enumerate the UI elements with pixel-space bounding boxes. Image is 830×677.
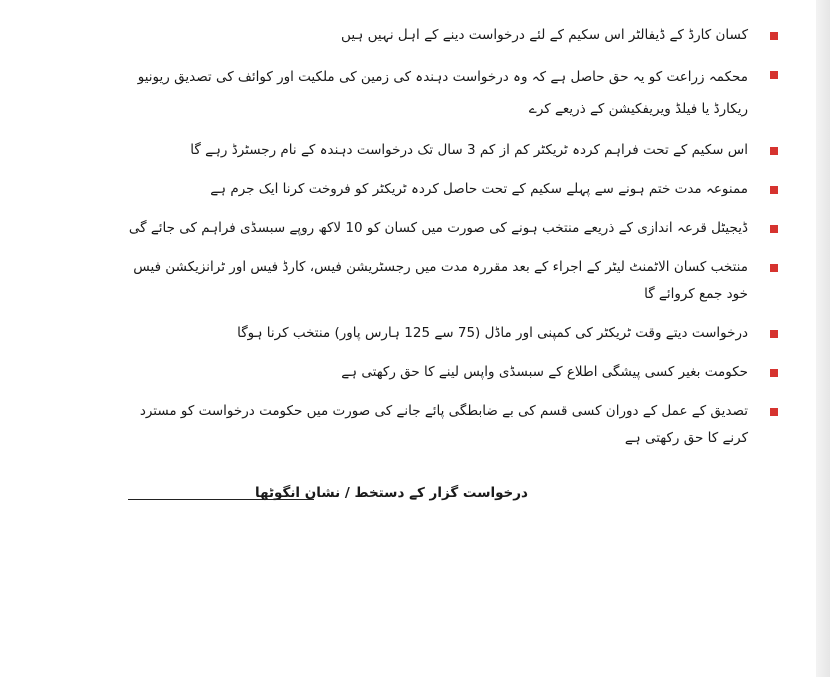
list-item (118, 359, 778, 386)
list-item (118, 215, 778, 242)
rule-text: محکمہ زراعت کو یہ حق حاصل ہے کہ وہ درخواست دہندہ کی زمین کی ملکیت اور کوائف کی تصدیق ریونیو ریکارڈ یا فیلڈ ویریفکیشن کے ذریعے کرے (137, 69, 748, 117)
square-bullet-icon (770, 71, 778, 79)
list-item (118, 137, 778, 164)
signature-row (128, 485, 528, 509)
rule-text: کسان کارڈ کے ڈیفالٹر اس سکیم کے لئے درخواست دینے کے اہل نہیں ہیں (341, 27, 748, 43)
rule-text: تصدیق کے عمل کے دوران کسی قسم کی بے ضابطگی پائے جانے کی صورت میں حکومت درخواست کو مسترد کرنے کا حق رکھتی ہے (139, 403, 748, 446)
list-item (118, 22, 778, 49)
list-item (118, 254, 778, 308)
terms-list (118, 22, 778, 464)
list-item (118, 320, 778, 347)
rule-text: اس سکیم کے تحت فراہم کردہ ٹریکٹر کم از کم 3 سال تک درخواست دہندہ کے نام رجسٹرڈ رہے گا (190, 142, 748, 158)
signature-label: درخواست گزار کے دستخط / نشان انگوٹھا (255, 485, 528, 501)
square-bullet-icon (770, 330, 778, 338)
rule-text: حکومت بغیر کسی پیشگی اطلاع کے سبسڈی واپس لینے کا حق رکھتی ہے (341, 364, 748, 380)
square-bullet-icon (770, 147, 778, 155)
rule-text: ڈیجیٹل قرعہ اندازی کے ذریعے منتخب ہونے کی صورت میں کسان کو 10 لاکھ روپے سبسڈی فراہم کی جائے گی (128, 220, 748, 236)
signature-line (128, 499, 314, 500)
square-bullet-icon (770, 225, 778, 233)
list-item (118, 176, 778, 203)
list-item (118, 398, 778, 452)
square-bullet-icon (770, 186, 778, 194)
rule-text: منتخب کسان الاٹمنٹ لیٹر کے اجراء کے بعد مقررہ مدت میں رجسٹریشن فیس، کارڈ فیس اور ٹرانزیکشن فیس خود جمع کروائے گا (133, 259, 748, 302)
page-edge-shadow (816, 0, 830, 677)
square-bullet-icon (770, 32, 778, 40)
rule-text: درخواست دیتے وقت ٹریکٹر کی کمپنی اور ماڈل (75 سے 125 ہارس پاور) منتخب کرنا ہوگا (237, 325, 748, 341)
square-bullet-icon (770, 408, 778, 416)
list-item (118, 61, 778, 125)
rule-text: ممنوعہ مدت ختم ہونے سے پہلے سکیم کے تحت حاصل کردہ ٹریکٹر کو فروخت کرنا ایک جرم ہے (210, 181, 748, 197)
square-bullet-icon (770, 369, 778, 377)
square-bullet-icon (770, 264, 778, 272)
